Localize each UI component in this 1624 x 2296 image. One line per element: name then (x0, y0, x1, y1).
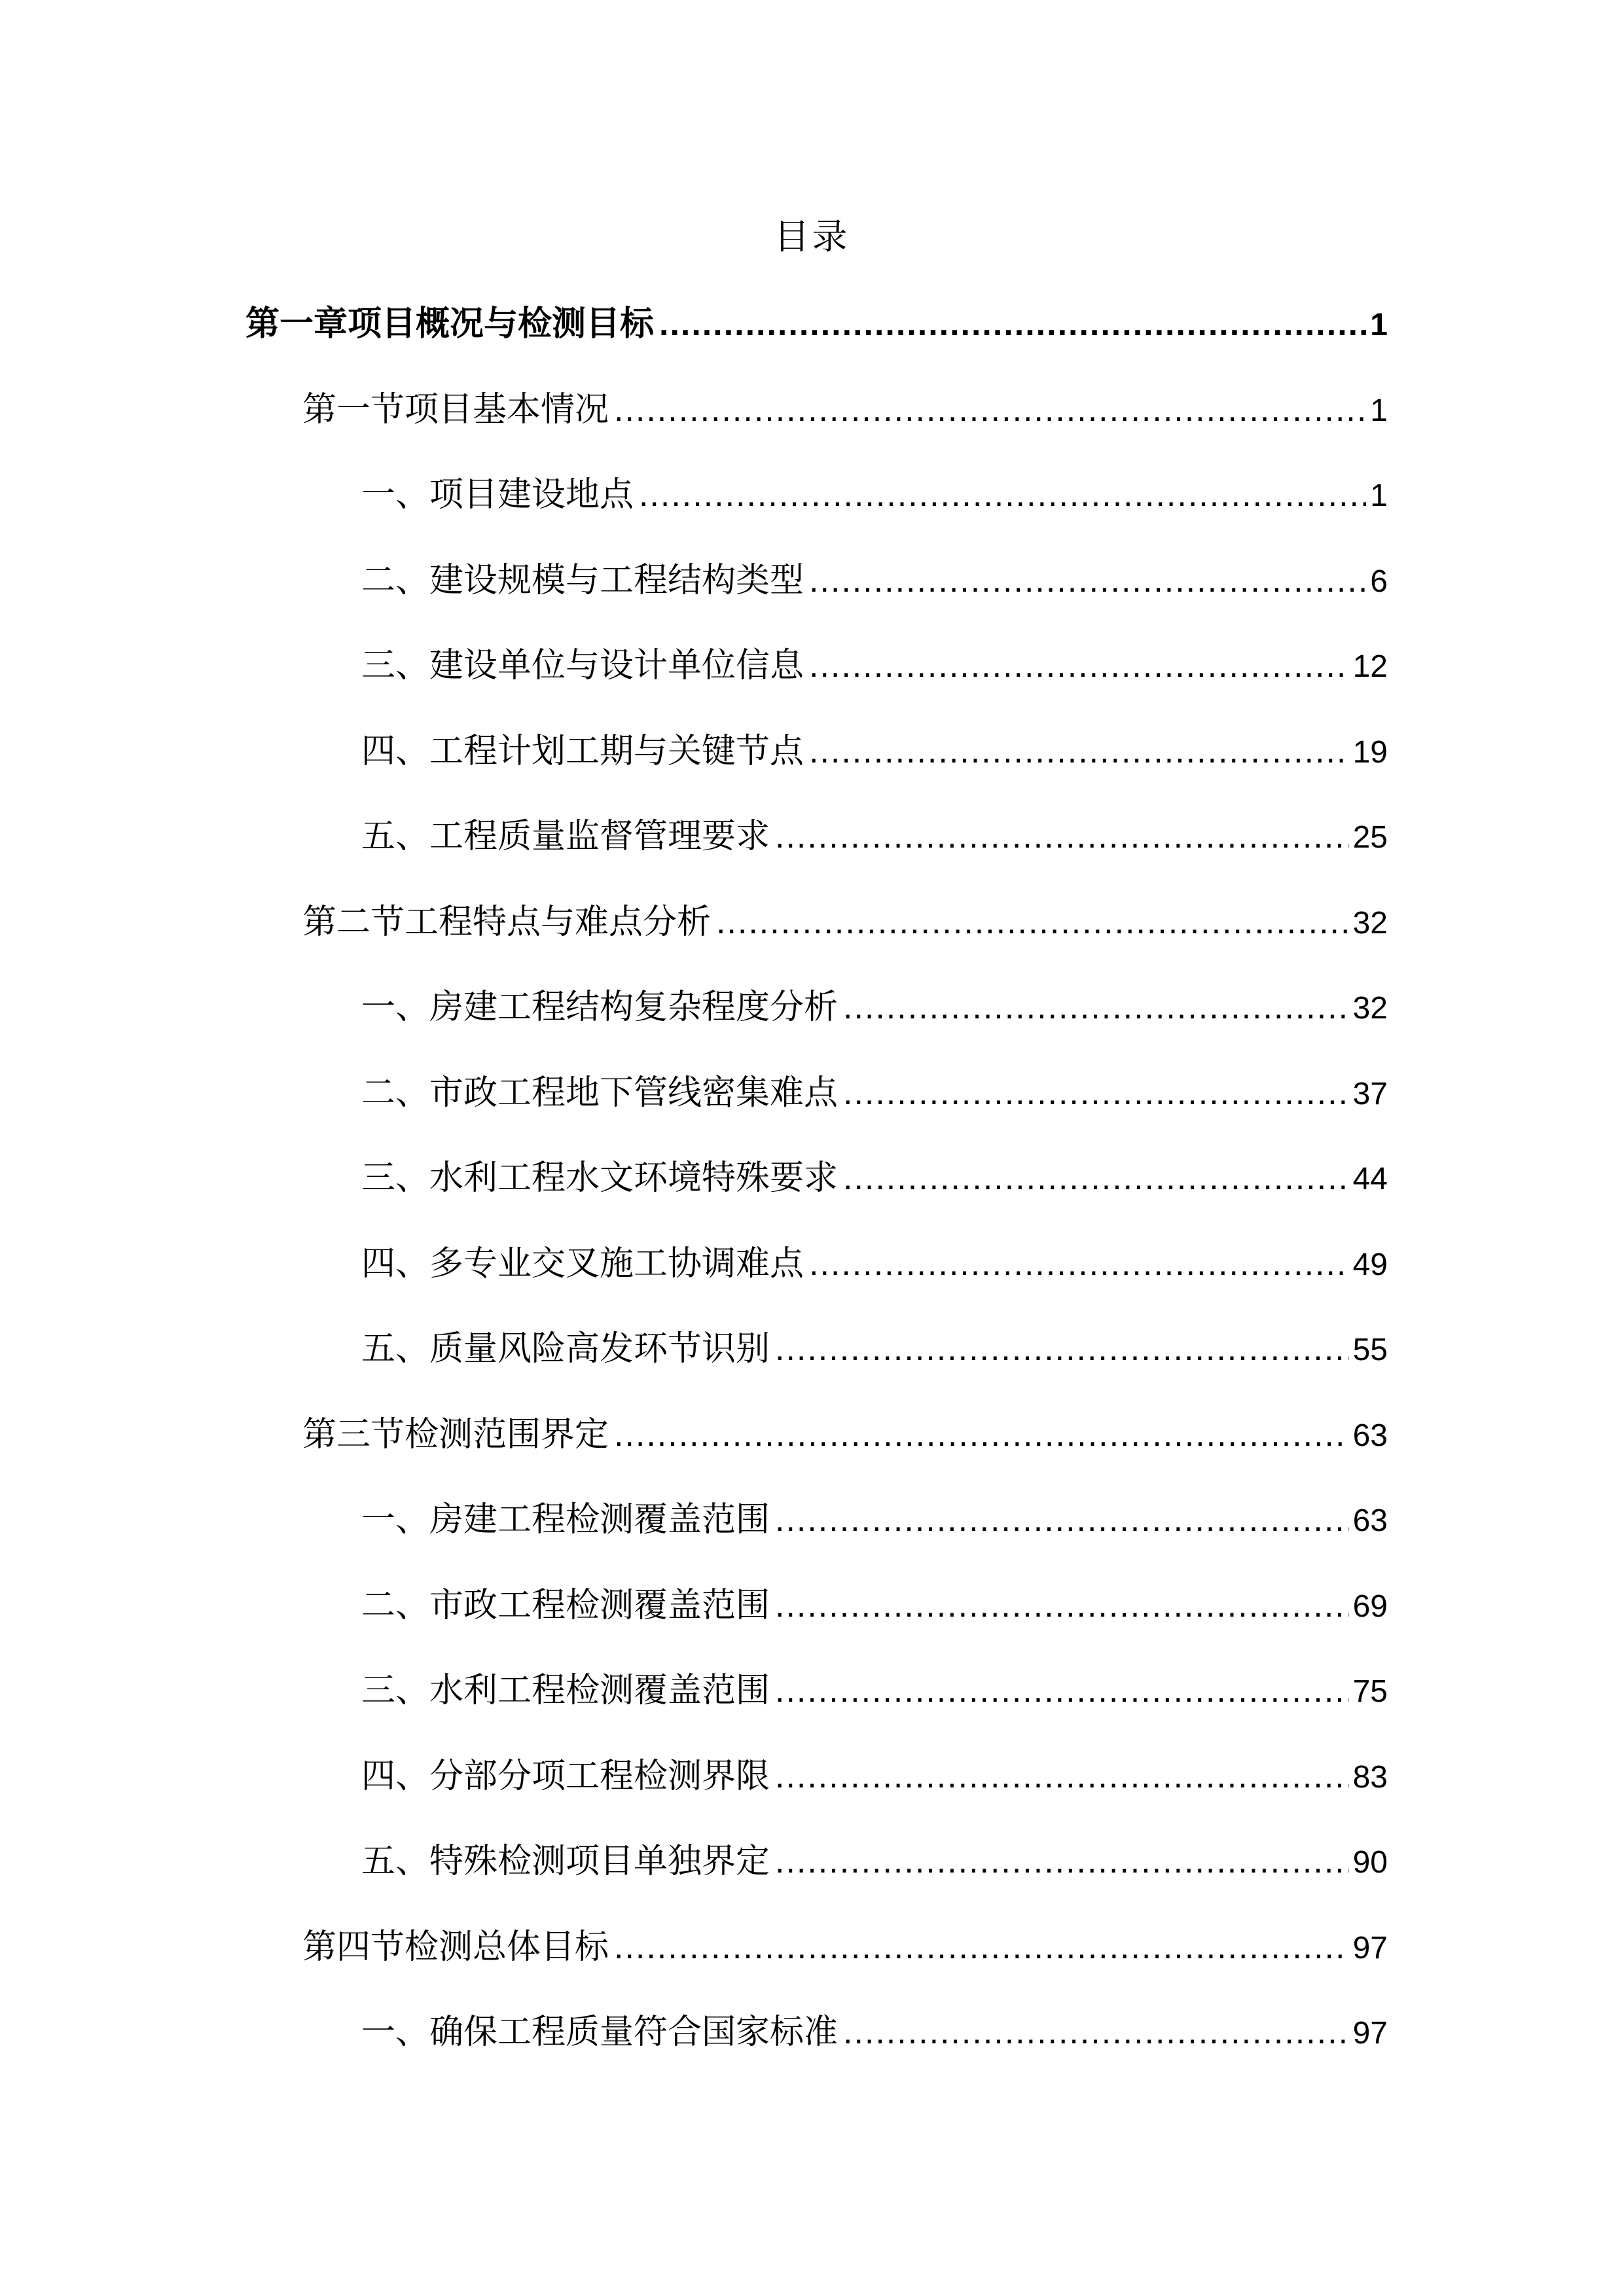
toc-page-number: 44 (1352, 1162, 1388, 1196)
toc-entry[interactable] (361, 639, 1388, 692)
toc-dot-leader (775, 1579, 1349, 1632)
toc-page-number: 25 (1352, 820, 1388, 855)
toc-dot-leader (614, 384, 1366, 436)
toc-entry-text: 三、水利工程水文环境特殊要求 (361, 1158, 839, 1198)
toc-title: 目录 (774, 216, 850, 257)
toc-dot-leader (809, 1238, 1349, 1290)
toc-dot-leader (843, 1152, 1349, 1204)
toc-page-number: 1 (1370, 393, 1388, 428)
toc-entry[interactable] (361, 981, 1388, 1033)
toc-entry-text: 三、水利工程检测覆盖范围 (361, 1671, 770, 1710)
toc-entry-text: 四、工程计划工期与关键节点 (361, 732, 804, 771)
toc-entry-text: 第四节检测总体目标 (302, 1928, 609, 1967)
toc-dot-leader (775, 1835, 1349, 1888)
toc-entry[interactable] (245, 298, 1388, 350)
toc-dot-leader (775, 1750, 1349, 1803)
toc-page-number: 49 (1352, 1247, 1388, 1282)
toc-page-number: 97 (1352, 1931, 1388, 1965)
toc-entry-text: 四、分部分项工程检测界限 (361, 1757, 770, 1796)
toc-entry-text: 一、房建工程检测覆盖范围 (361, 1500, 770, 1539)
toc-dot-leader (639, 469, 1366, 521)
toc-entry-text: 一、项目建设地点 (361, 475, 634, 514)
toc-page-number: 12 (1352, 649, 1388, 684)
toc-dot-leader (614, 1408, 1349, 1461)
toc-dot-leader (809, 725, 1349, 778)
toc-dot-leader (775, 810, 1349, 863)
toc-page-number: 19 (1352, 735, 1388, 770)
toc-entry[interactable] (361, 469, 1388, 521)
toc-page-number: 1 (1370, 308, 1388, 342)
toc-page-number: 97 (1352, 2016, 1388, 2051)
toc-entry[interactable] (302, 384, 1388, 436)
toc-page-number: 90 (1352, 1845, 1388, 1880)
toc-entry-text: 五、质量风险高发环节识别 (361, 1329, 770, 1369)
toc-entry-text: 五、特殊检测项目单独界定 (361, 1842, 770, 1881)
toc-page-number: 6 (1370, 564, 1388, 599)
toc-dot-leader (843, 981, 1349, 1033)
toc-dot-leader (775, 1494, 1349, 1546)
toc-dot-leader (614, 1921, 1349, 1973)
toc-entry-text: 四、多专业交叉施工协调难点 (361, 1244, 804, 1283)
toc-entry-text: 三、建设单位与设计单位信息 (361, 646, 804, 685)
toc-dot-leader (809, 554, 1366, 607)
toc-entry[interactable] (361, 1750, 1388, 1803)
toc-dot-leader (809, 639, 1349, 692)
toc-entry[interactable] (361, 554, 1388, 607)
toc-entry[interactable] (361, 1067, 1388, 1119)
toc-dot-leader (716, 896, 1349, 948)
toc-entry[interactable] (361, 1579, 1388, 1632)
toc-entry-text: 第二节工程特点与难点分析 (302, 903, 712, 942)
toc-page-number: 32 (1352, 991, 1388, 1026)
toc-entry[interactable] (361, 1664, 1388, 1717)
toc-entry-text: 一、房建工程结构复杂程度分析 (361, 988, 839, 1027)
toc-page-number: 75 (1352, 1674, 1388, 1709)
toc-entry-text: 二、建设规模与工程结构类型 (361, 561, 804, 600)
toc-page-number: 63 (1352, 1503, 1388, 1538)
toc-dot-leader (843, 2006, 1349, 2058)
toc-entry[interactable] (361, 1323, 1388, 1375)
toc-entry-text: 第一节项目基本情况 (302, 390, 609, 429)
toc-entry-text: 二、市政工程检测覆盖范围 (361, 1586, 770, 1625)
toc-dot-leader (775, 1664, 1349, 1717)
toc-entry-text: 五、工程质量监督管理要求 (361, 817, 770, 856)
toc-entry[interactable] (361, 1494, 1388, 1546)
toc-page-number: 55 (1352, 1333, 1388, 1367)
toc-entry-text: 一、确保工程质量符合国家标准 (361, 2013, 839, 2052)
toc-entry[interactable] (361, 1835, 1388, 1888)
toc-entry[interactable] (361, 1152, 1388, 1204)
toc-entry[interactable] (361, 2006, 1388, 2058)
toc-entry-text: 第三节检测范围界定 (302, 1415, 609, 1454)
toc-entry[interactable] (302, 896, 1388, 948)
toc-entry[interactable] (361, 725, 1388, 778)
toc-entry[interactable] (302, 1408, 1388, 1461)
toc-dot-leader (659, 298, 1366, 350)
toc-page-number: 37 (1352, 1077, 1388, 1111)
toc-entry[interactable] (302, 1921, 1388, 1973)
toc-dot-leader (775, 1323, 1349, 1375)
toc-page-number: 69 (1352, 1589, 1388, 1624)
toc-entry[interactable] (361, 1238, 1388, 1290)
toc-entry[interactable] (361, 810, 1388, 863)
toc-page-number: 32 (1352, 906, 1388, 941)
toc-dot-leader (843, 1067, 1349, 1119)
toc-page-number: 63 (1352, 1418, 1388, 1453)
toc-page-number: 83 (1352, 1760, 1388, 1795)
toc-entry-text: 二、市政工程地下管线密集难点 (361, 1073, 839, 1113)
toc-page-number: 1 (1370, 478, 1388, 513)
toc-entry-text: 第一章项目概况与检测目标 (245, 304, 655, 344)
